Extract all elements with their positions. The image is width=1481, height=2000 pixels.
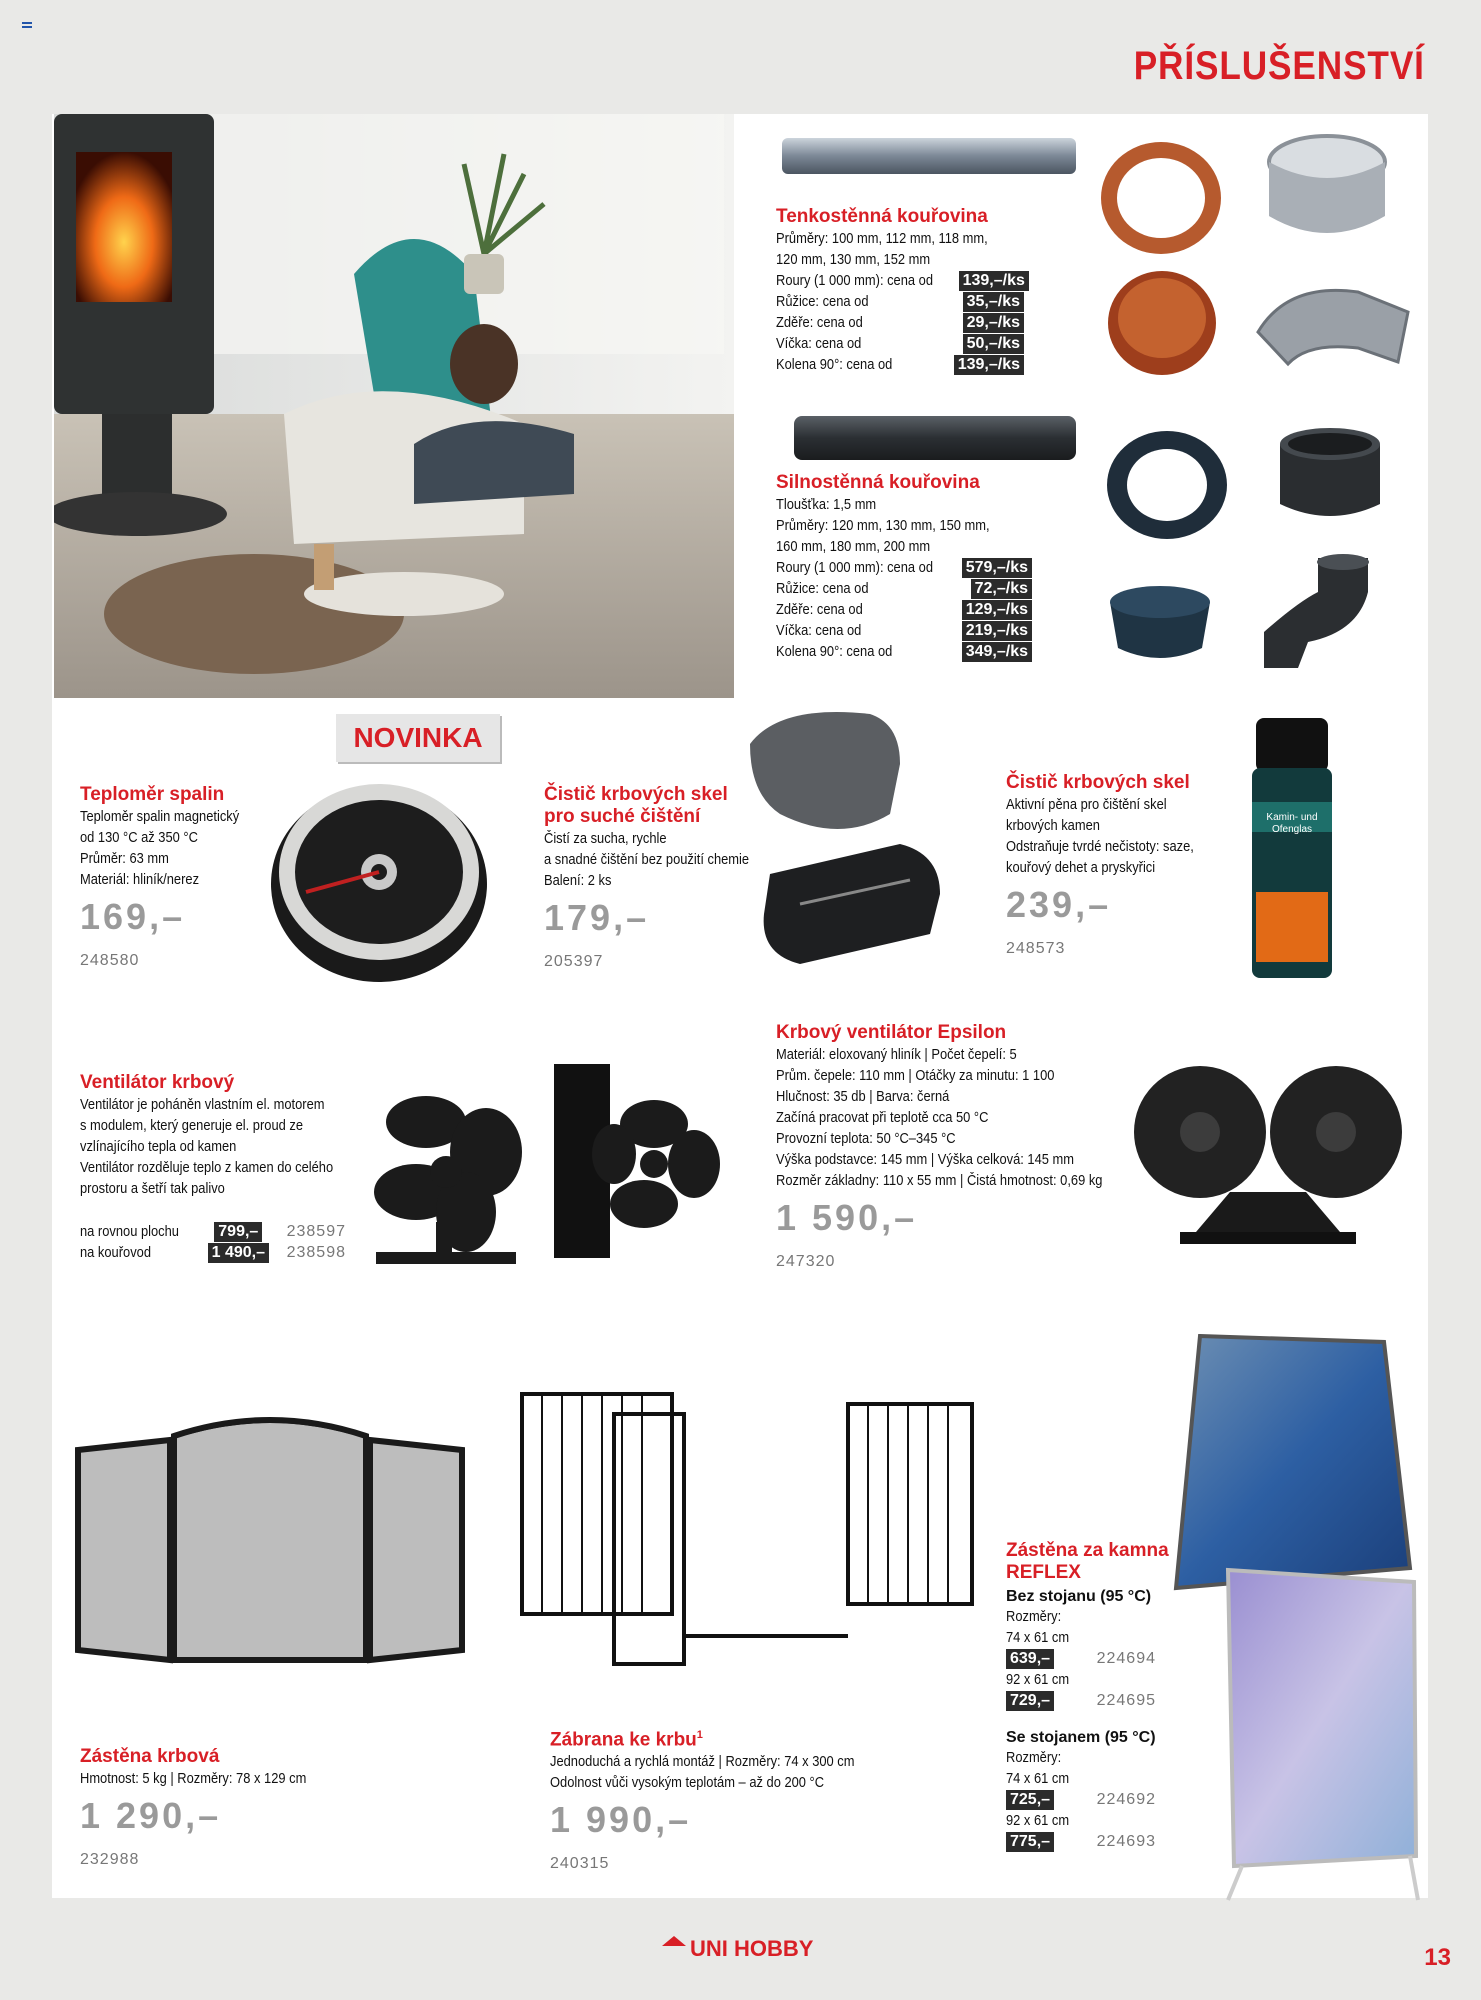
- spray-cleaner-line: Aktivní pěna pro čištění skel: [1006, 796, 1167, 813]
- reflex-stand-image: [1222, 1566, 1420, 1906]
- thermometer-code: 248580: [80, 952, 140, 969]
- reflex-group-heading: Se stojanem (95 °C): [1006, 1729, 1156, 1746]
- copper-ring-image: [1096, 138, 1226, 258]
- price-row-label: Víčka: cena od: [776, 335, 862, 352]
- spray-cleaner-code: 248573: [1006, 940, 1066, 957]
- fan-title: Ventilátor krbový: [80, 1072, 235, 1093]
- fan-variant-label: na kouřovod: [80, 1244, 152, 1261]
- dry-cleaner-code: 205397: [544, 953, 604, 970]
- fire-gate-image: [518, 1374, 976, 1674]
- reflex-size: 92 x 61 cm: [1006, 1671, 1070, 1688]
- epsilon-info: [776, 1022, 1136, 1271]
- fire-gate-footnote: 1: [696, 1729, 703, 1741]
- thin-pipe-image: [776, 136, 1082, 176]
- price-row: [776, 312, 1024, 333]
- fan-variant-code: 238597: [286, 1222, 346, 1240]
- price-tag: 579,–/ks: [962, 558, 1032, 578]
- black-cap-image: [1104, 578, 1216, 668]
- spray-cleaner-title: Čistič krbových skel: [1006, 772, 1190, 793]
- reflex-dims-label: Rozměry:: [1006, 1749, 1062, 1766]
- epsilon-line: Rozměr základny: 110 x 55 mm | Čistá hmotnost: 0,69 kg: [776, 1172, 1103, 1189]
- dry-cleaner-title: pro suché čištění: [544, 806, 701, 827]
- reflex-size: 92 x 61 cm: [1006, 1812, 1070, 1829]
- reflex-item: [1006, 1648, 1156, 1669]
- epsilon-price: 1 590,–: [776, 1197, 918, 1238]
- thermometer-price: 169,–: [80, 896, 186, 937]
- price-tag: 139,–/ks: [954, 355, 1024, 375]
- price-tag: 129,–/ks: [962, 600, 1032, 620]
- epsilon-line: Začíná pracovat při teplotě cca 50 °C: [776, 1109, 989, 1126]
- spray-can-label: Kamin- und Ofenglas: [1266, 812, 1318, 835]
- price-tag: 349,–/ks: [962, 642, 1032, 662]
- epsilon-line: Hlučnost: 35 db | Barva: černá: [776, 1088, 950, 1105]
- price-row-label: Víčka: cena od: [776, 622, 862, 639]
- fire-gate-title: Zábrana ke krbu: [550, 1729, 697, 1751]
- spray-cleaner-line: krbových kamen: [1006, 817, 1100, 834]
- spray-cleaner-line: Odstraňuje tvrdé nečistoty: saze,: [1006, 838, 1194, 855]
- reflex-item: [1006, 1690, 1156, 1711]
- spray-cleaner-line: kouřový dehet a pryskyřici: [1006, 859, 1156, 876]
- price-row: [776, 641, 1032, 662]
- reflex-group-heading: Bez stojanu (95 °C): [1006, 1588, 1152, 1605]
- thick-flue-info: [776, 472, 1076, 662]
- sponge-image: [740, 704, 956, 974]
- epsilon-line: Provozní teplota: 50 °C–345 °C: [776, 1130, 956, 1147]
- thick-flue-line: 160 mm, 180 mm, 200 mm: [776, 538, 931, 555]
- thin-flue-title: Tenkostěnná kouřovina: [776, 206, 988, 227]
- page-number: 13: [1424, 1944, 1451, 1971]
- thick-flue-title: Silnostěnná kouřovina: [776, 472, 980, 493]
- price-row-label: Zděře: cena od: [776, 314, 863, 331]
- price-row: [776, 578, 1032, 599]
- thermometer-line: Materiál: hliník/nerez: [80, 871, 200, 888]
- brand-logo-text: UNI HOBBY: [690, 1936, 814, 1961]
- price-row: [776, 270, 1024, 291]
- fan-line: s modulem, který generuje el. proud ze: [80, 1117, 304, 1134]
- page-title: PŘÍSLUŠENSTVÍ: [1133, 44, 1425, 88]
- thick-flue-line: Tloušťka: 1,5 mm: [776, 496, 877, 513]
- epsilon-fan-image: [1120, 1032, 1416, 1250]
- spray-can-image: [1246, 712, 1338, 984]
- price-row-label: Kolena 90°: cena od: [776, 643, 893, 660]
- fire-screen-image: [70, 1410, 470, 1670]
- reflex-code: 224693: [1096, 1832, 1156, 1850]
- price-tag: 35,–/ks: [963, 292, 1024, 312]
- menu-icon[interactable]: [22, 22, 32, 30]
- thin-flue-info: [776, 206, 1076, 375]
- epsilon-line: Materiál: eloxovaný hliník | Počet čepelí: 5: [776, 1046, 1017, 1063]
- thick-flue-line: Průměry: 120 mm, 130 mm, 150 mm,: [776, 517, 990, 534]
- reflex-dims-label: Rozměry:: [1006, 1608, 1062, 1625]
- fan-line: vzlínajícího tepla od kamen: [80, 1138, 237, 1155]
- reflex-info: [1006, 1540, 1196, 1852]
- fan-line: prostoru a šetří tak palivo: [80, 1180, 225, 1197]
- dry-cleaner-line: Balení: 2 ks: [544, 872, 612, 889]
- price-tag: 639,–: [1006, 1649, 1054, 1669]
- price-row-label: Kolena 90°: cena od: [776, 356, 893, 373]
- black-collar-image: [1274, 424, 1386, 524]
- price-tag: 1 490,–: [208, 1243, 269, 1263]
- price-tag: 725,–: [1006, 1790, 1054, 1810]
- price-row-label: Růžice: cena od: [776, 293, 869, 310]
- brand-logo: [662, 1936, 813, 1962]
- price-tag: 139,–/ks: [959, 271, 1029, 291]
- price-row-label: Zděře: cena od: [776, 601, 863, 618]
- price-tag: 50,–/ks: [963, 334, 1024, 354]
- reflex-item: [1006, 1831, 1156, 1852]
- price-tag: 72,–/ks: [971, 579, 1032, 599]
- price-tag: 219,–/ks: [962, 621, 1032, 641]
- price-row: [776, 333, 1024, 354]
- fire-screen-code: 232988: [80, 1851, 140, 1868]
- fan-variant-code: 238598: [286, 1243, 346, 1261]
- thermometer-line: Průměr: 63 mm: [80, 850, 169, 867]
- dry-cleaner-line: a snadné čištění bez použití chemie: [544, 851, 750, 868]
- black-ring-image: [1104, 428, 1230, 542]
- steel-collar-image: [1262, 130, 1392, 250]
- fan-variant: [80, 1221, 346, 1242]
- price-tag: 29,–/ks: [963, 313, 1024, 333]
- thick-pipe-image: [790, 414, 1080, 464]
- spray-cleaner-price: 239,–: [1006, 884, 1112, 925]
- fire-gate-code: 240315: [550, 1855, 610, 1873]
- reflex-item: [1006, 1789, 1156, 1810]
- reflex-size: 74 x 61 cm: [1006, 1770, 1070, 1787]
- price-row-label: Růžice: cena od: [776, 580, 869, 597]
- fan-variant: [80, 1242, 346, 1263]
- fire-gate-line: Jednoduchá a rychlá montáž | Rozměry: 74 x 300 cm: [550, 1753, 855, 1771]
- thermometer-line: Teploměr spalin magnetický: [80, 808, 240, 825]
- price-row: [776, 557, 1032, 578]
- reflex-code: 224692: [1096, 1790, 1156, 1808]
- price-row: [776, 620, 1032, 641]
- house-icon: [662, 1936, 686, 1946]
- reflex-title: REFLEX: [1006, 1562, 1081, 1583]
- price-row-label: Roury (1 000 mm): cena od: [776, 559, 934, 576]
- hero-photo: [54, 114, 734, 698]
- epsilon-code: 247320: [776, 1253, 836, 1270]
- thermometer-line: od 130 °C až 350 °C: [80, 829, 198, 846]
- dry-cleaner-line: Čistí za sucha, rychle: [544, 830, 667, 847]
- fire-gate-price: 1 990,–: [550, 1799, 692, 1841]
- price-row: [776, 354, 1024, 375]
- reflex-size: 74 x 61 cm: [1006, 1629, 1070, 1646]
- steel-elbow-image: [1248, 272, 1424, 372]
- price-row: [776, 599, 1032, 620]
- fan-line: Ventilátor rozděluje teplo z kamen do celého: [80, 1159, 334, 1176]
- thermometer-title: Teploměr spalin: [80, 784, 225, 805]
- fire-gate-info: [550, 1724, 970, 1873]
- dry-cleaner-price: 179,–: [544, 897, 650, 938]
- reflex-code: 224695: [1096, 1691, 1156, 1709]
- new-badge: NOVINKA: [336, 714, 500, 762]
- epsilon-title: Krbový ventilátor Epsilon: [776, 1022, 1007, 1043]
- spray-cleaner-info: [1006, 772, 1246, 958]
- price-tag: 799,–: [214, 1222, 262, 1242]
- reflex-title: Zástěna za kamna: [1006, 1540, 1169, 1561]
- copper-cap-image: [1104, 268, 1220, 378]
- fire-gate-line: Odolnost vůči vysokým teplotám – až do 200 °C: [550, 1774, 825, 1792]
- price-tag: 729,–: [1006, 1691, 1054, 1711]
- fire-screen-line: Hmotnost: 5 kg | Rozměry: 78 x 129 cm: [80, 1770, 307, 1787]
- fan-variant-label: na rovnou plochu: [80, 1223, 179, 1240]
- dry-cleaner-title: Čistič krbových skel: [544, 784, 728, 805]
- epsilon-line: Výška podstavce: 145 mm | Výška celková: 145 mm: [776, 1151, 1075, 1168]
- fire-screen-title: Zástěna krbová: [80, 1746, 220, 1767]
- reflex-panel-image: [1170, 1332, 1416, 1594]
- thin-flue-line: Průměry: 100 mm, 112 mm, 118 mm,: [776, 230, 988, 247]
- price-row-label: Roury (1 000 mm): cena od: [776, 272, 934, 289]
- fan-info: [80, 1072, 370, 1263]
- reflex-code: 224694: [1096, 1649, 1156, 1667]
- thermometer-image: [266, 772, 492, 988]
- fan-line: Ventilátor je poháněn vlastním el. motorem: [80, 1096, 325, 1113]
- fire-screen-price: 1 290,–: [80, 1795, 222, 1836]
- black-elbow-image: [1258, 552, 1374, 672]
- epsilon-line: Prům. čepele: 110 mm | Otáčky za minutu: 1 100: [776, 1067, 1055, 1084]
- thin-flue-line: 120 mm, 130 mm, 152 mm: [776, 251, 931, 268]
- fire-screen-info: [80, 1746, 440, 1869]
- fan-flue-image: [554, 1064, 724, 1258]
- price-row: [776, 291, 1024, 312]
- price-tag: 775,–: [1006, 1832, 1054, 1852]
- fan-flat-image: [366, 1062, 526, 1276]
